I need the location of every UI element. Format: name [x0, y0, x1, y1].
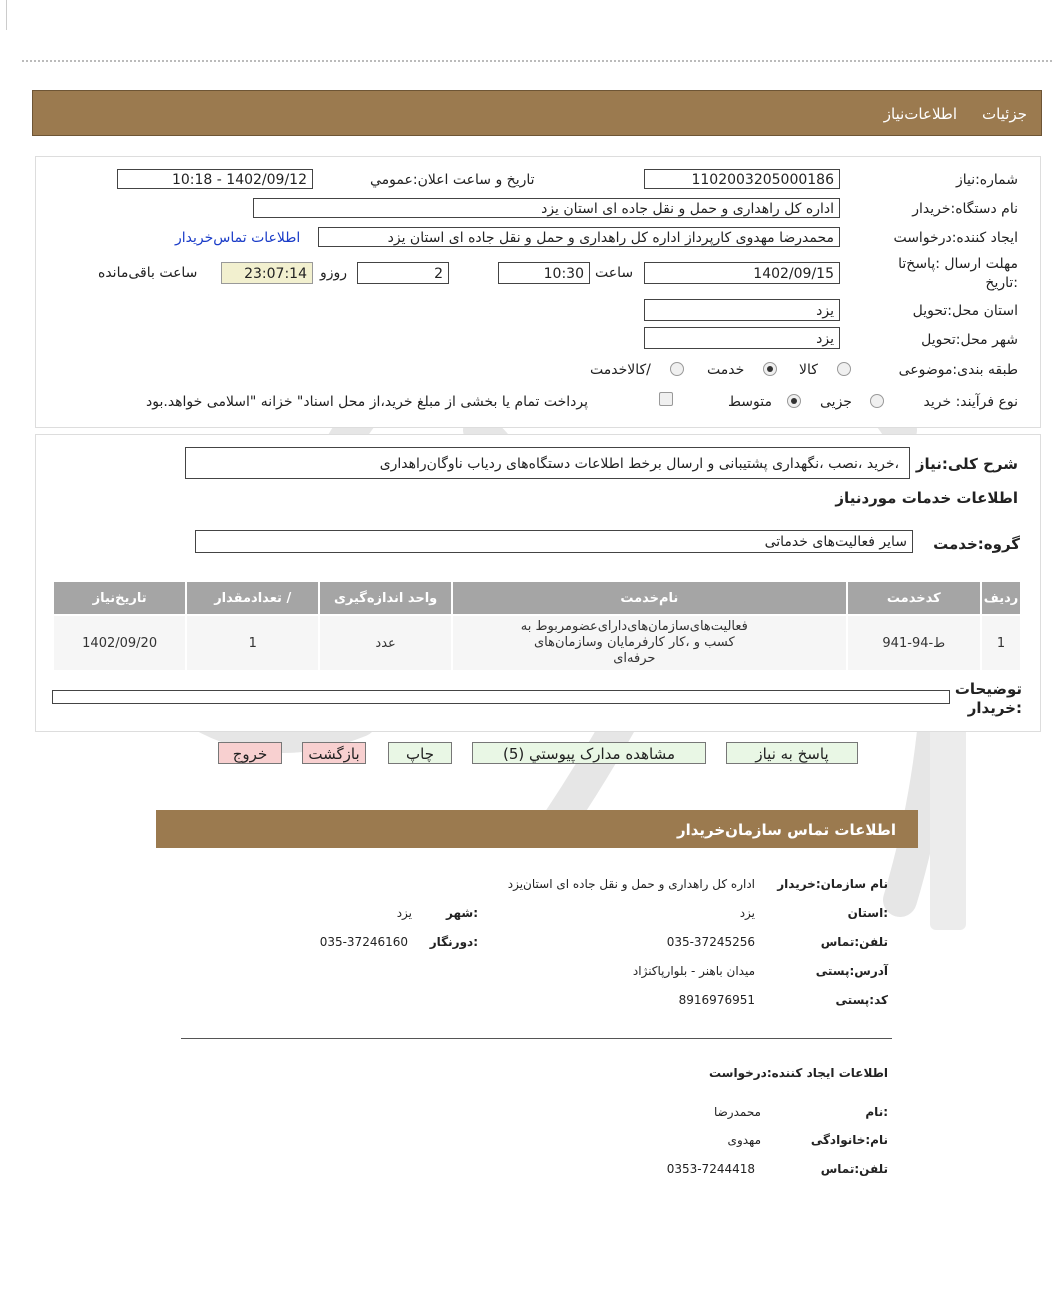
- col-unit: واحد اندازه‌گیری: [319, 581, 452, 615]
- process-label: نوع فرآیند: خرید: [923, 394, 1018, 410]
- buyer-notes-label: توضیحات: [954, 680, 1022, 698]
- cell-unit: عدد: [319, 615, 452, 671]
- deadline-date-field: 1402/09/15: [644, 262, 840, 284]
- contact-phone-value: 035-37245256: [666, 935, 755, 949]
- tab-details[interactable]: جزئیات: [982, 105, 1027, 123]
- col-code: کدخدمت: [847, 581, 982, 615]
- contact-city-label: :شهر: [446, 906, 478, 920]
- cell-date: 1402/09/20: [53, 615, 186, 671]
- deadline-label: مهلت ارسال :پاسخ‌تا: [898, 256, 1018, 272]
- page-header-bar: [32, 90, 1042, 136]
- process-radio-minor[interactable]: [870, 394, 884, 408]
- org-name-label: نام سازمان:خریدار: [777, 877, 888, 891]
- category-radio-service[interactable]: [763, 362, 777, 376]
- back-button[interactable]: بازگشت: [302, 742, 366, 764]
- treasury-payment-note: پرداخت تمام یا بخشی از مبلغ خرید،از محل اسناد" خزانه "اسلامی خواهد.بود: [146, 394, 589, 410]
- exit-button[interactable]: خروج: [218, 742, 282, 764]
- deadline-time-field: 10:30: [498, 262, 590, 284]
- contact-postal-label: کد:پستی: [835, 993, 888, 1007]
- contact-province-value: یزد: [739, 906, 755, 920]
- announce-field: 1402/09/12 - 10:18: [117, 169, 313, 189]
- col-name: نام‌خدمت: [452, 581, 846, 615]
- buyer-org-field: اداره کل راهداری و حمل و نقل جاده ای استان یزد: [253, 198, 840, 218]
- time-label: ساعت: [595, 265, 634, 281]
- announce-label: تاریخ و ساعت اعلان:عمومي: [370, 172, 535, 188]
- process-radio-medium[interactable]: [787, 394, 801, 408]
- contact-address-value: میدان باهنر - بلوارپاکنژاد: [632, 964, 755, 978]
- contact-fax-label: :دورنگار: [429, 935, 478, 949]
- buyer-contact-link[interactable]: اطلاعات تماس‌خریدار: [175, 230, 301, 246]
- creator-name-label: :نام: [865, 1105, 888, 1119]
- tab-need-info[interactable]: اطلاعات‌نیاز: [883, 105, 957, 123]
- city-label: شهر محل:تحویل: [921, 332, 1018, 348]
- contact-divider: [181, 1038, 892, 1039]
- col-qty: / تعدادمقدار: [186, 581, 319, 615]
- cell-code: ط-94-941: [847, 615, 982, 671]
- deadline-label-2: :تاریخ: [985, 275, 1018, 291]
- category-option-goods: کالا: [799, 362, 818, 378]
- creator-name-value: محمدرضا: [713, 1105, 761, 1119]
- contact-address-label: آدرس:پستی: [815, 964, 888, 978]
- cell-row: 1: [981, 615, 1021, 671]
- category-radio-goods-service[interactable]: [670, 362, 684, 376]
- process-option-minor: جزیی: [820, 394, 852, 410]
- creator-phone-label: تلفن:تماس: [820, 1162, 888, 1176]
- treasury-payment-checkbox[interactable]: [659, 392, 673, 406]
- creator-info-title: اطلاعات ایجاد کننده:درخواست: [708, 1066, 888, 1080]
- contact-postal-value: 8916976951: [678, 993, 755, 1007]
- contact-section-header: [156, 810, 918, 848]
- city-field: یزد: [644, 327, 840, 349]
- col-date: تاریخ‌نیاز: [53, 581, 186, 615]
- category-label: طبقه بندی:موضوعی: [898, 362, 1018, 378]
- need-number-label: شماره:نیاز: [955, 172, 1018, 188]
- contact-city-value: یزد: [396, 906, 412, 920]
- view-documents-button[interactable]: مشاهده مدارک پیوستي (5): [472, 742, 706, 764]
- contact-fax-value: 035-37246160: [319, 935, 408, 949]
- creator-label: ایجاد کننده:درخواست: [893, 230, 1018, 246]
- days-label: روزو: [320, 265, 348, 281]
- process-option-medium: متوسط: [728, 394, 772, 410]
- buyer-notes-field: [52, 690, 950, 704]
- reply-button[interactable]: پاسخ به نیاز: [726, 742, 858, 764]
- need-info-panel: [35, 156, 1041, 428]
- remaining-label: ساعت باقی‌مانده: [98, 265, 198, 281]
- province-field: یزد: [644, 299, 840, 321]
- contact-province-label: :استان: [847, 906, 888, 920]
- service-group-label: گروه:خدمت: [933, 535, 1020, 553]
- category-option-service: خدمت: [707, 362, 745, 378]
- summary-label: شرح کلی:نیاز: [915, 455, 1018, 473]
- services-title: اطلاعات خدمات موردنیاز: [835, 489, 1018, 507]
- service-group-field: سایر فعالیت‌های خدماتی: [195, 530, 913, 553]
- creator-phone-value: 0353-7244418: [666, 1162, 755, 1176]
- cell-qty: 1: [186, 615, 319, 671]
- buyer-notes-label-2: :خریدار: [967, 699, 1022, 717]
- services-table: [52, 580, 1022, 672]
- services-table-wrap: [52, 580, 1022, 672]
- days-field: 2: [357, 262, 449, 284]
- province-label: استان محل:تحویل: [912, 303, 1018, 319]
- need-number-field: 1102003205000186: [644, 169, 840, 189]
- buyer-org-label: نام دستگاه:خریدار: [912, 201, 1018, 217]
- col-row: ردیف: [981, 581, 1021, 615]
- remaining-time-field: 23:07:14: [221, 262, 313, 284]
- contact-section-title: اطلاعات تماس سازمان‌خریدار: [676, 821, 896, 839]
- cell-name: فعالیت‌های‌سازمان‌های‌دارای‌عضومربوط به کسب و ،کار کارفرمایان وسازمان‌های حرفه‌ای: [452, 615, 846, 671]
- creator-family-value: مهدوی: [727, 1133, 761, 1147]
- category-option-goods-service: /کالاخدمت: [590, 362, 651, 378]
- category-radio-goods[interactable]: [837, 362, 851, 376]
- left-edge-line: [6, 0, 7, 30]
- summary-field: ،خرید ،نصب ،نگهداری پشتیبانی و ارسال برخط اطلاعات دستگاه‌های ردیاب ناوگان‌راهداری: [185, 447, 910, 479]
- print-button[interactable]: چاپ: [388, 742, 452, 764]
- table-row: [53, 615, 1021, 671]
- org-name-value: اداره کل راهداری و حمل و نقل جاده ای استان‌یزد: [507, 877, 755, 891]
- top-divider: [22, 60, 1052, 62]
- contact-phone-label: تلفن:تماس: [820, 935, 888, 949]
- creator-field: محمدرضا مهدوی کارپرداز اداره کل راهداری و حمل و نقل جاده ای استان یزد: [318, 227, 840, 247]
- creator-family-label: نام:خانوادگی: [810, 1133, 888, 1147]
